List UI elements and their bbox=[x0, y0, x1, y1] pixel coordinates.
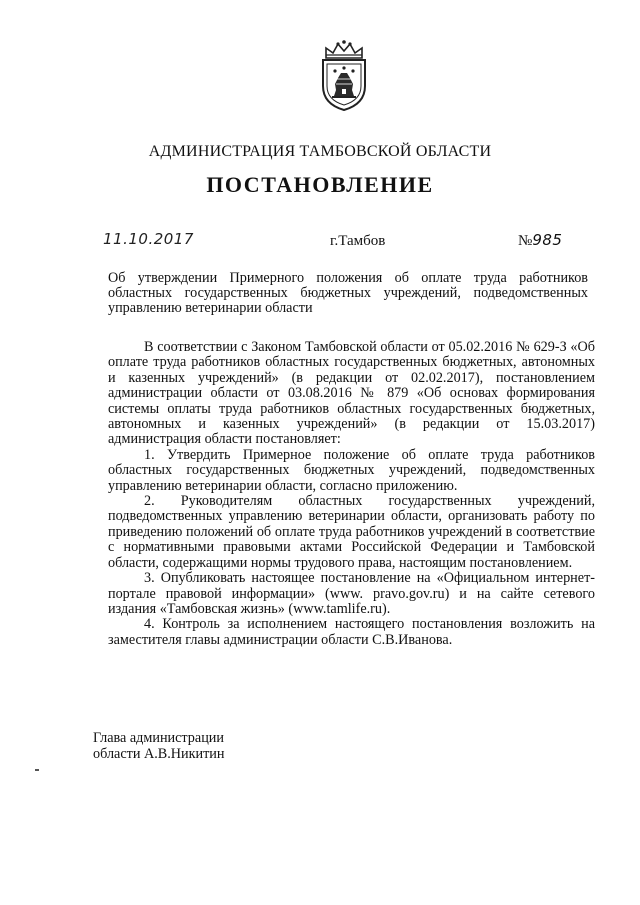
document-city: г.Тамбов bbox=[330, 233, 386, 249]
document-number bbox=[518, 231, 562, 250]
document-subject: Об утверждении Примерного положения об оплате труда работников областных государственных бюджетных учреждений, подведомственных управлению ветеринарии области bbox=[108, 270, 588, 316]
clause-1: 1. Утвердить Примерное положение об оплате труда работников областных государственных бюджетных учреждений, подведомственных управлению ветеринарии области, согласно приложению. bbox=[108, 446, 595, 494]
clause-3: 3. Опубликовать настоящее постановление на «Официальном интернет-портале правовой информации» (www. pravo.gov.ru) и на сайте сетевого издания «Тамбовская жизнь» (www.tamlife.ru). bbox=[108, 570, 595, 617]
signature-block bbox=[93, 731, 224, 762]
document-body bbox=[108, 340, 595, 648]
document-date: 11.10.2017 bbox=[103, 230, 194, 248]
clause-2: 2. Руководителям областных государственных учреждений, подведомственных управлению ветеринарии области, организовать работу по приведению положений об оплате труда работников учреждений в соответствие с нормативными правовыми актами Российской Федерации и Тамбовской области, содержащими нормы трудового права, настоящим постановлением. bbox=[108, 493, 595, 571]
number-value: 985 bbox=[532, 231, 563, 249]
organization-name: АДМИНИСТРАЦИЯ ТАМБОВСКОЙ ОБЛАСТИ bbox=[148, 143, 492, 160]
tambov-coat-of-arms-icon bbox=[318, 40, 370, 112]
clause-4: 4. Контроль за исполнением настоящего постановления возложить на заместителя главы администрации области С.В.Иванова. bbox=[108, 616, 595, 648]
scan-speck bbox=[35, 769, 39, 771]
signatory-name: области А.В.Никитин bbox=[93, 745, 225, 762]
preamble-paragraph: В соответствии с Законом Тамбовской области от 05.02.2016 № 629-З «Об оплате труда работников областных государственных бюджетных, автономных и казенных учреждений» (в редакции от 02.02.2017), постановлением администрации области от 03.08.2016 № 879 «Об основах формирования системы оплаты труда работников областных государственных бюджетных, автономных и казенных учреждений» (в редакции от 15.03.2017) администрация области постановляет: bbox=[108, 339, 595, 448]
signatory-title: Глава администрации bbox=[93, 730, 224, 746]
document-title: ПОСТАНОВЛЕНИЕ bbox=[206, 172, 434, 197]
number-sign: № bbox=[518, 233, 533, 249]
